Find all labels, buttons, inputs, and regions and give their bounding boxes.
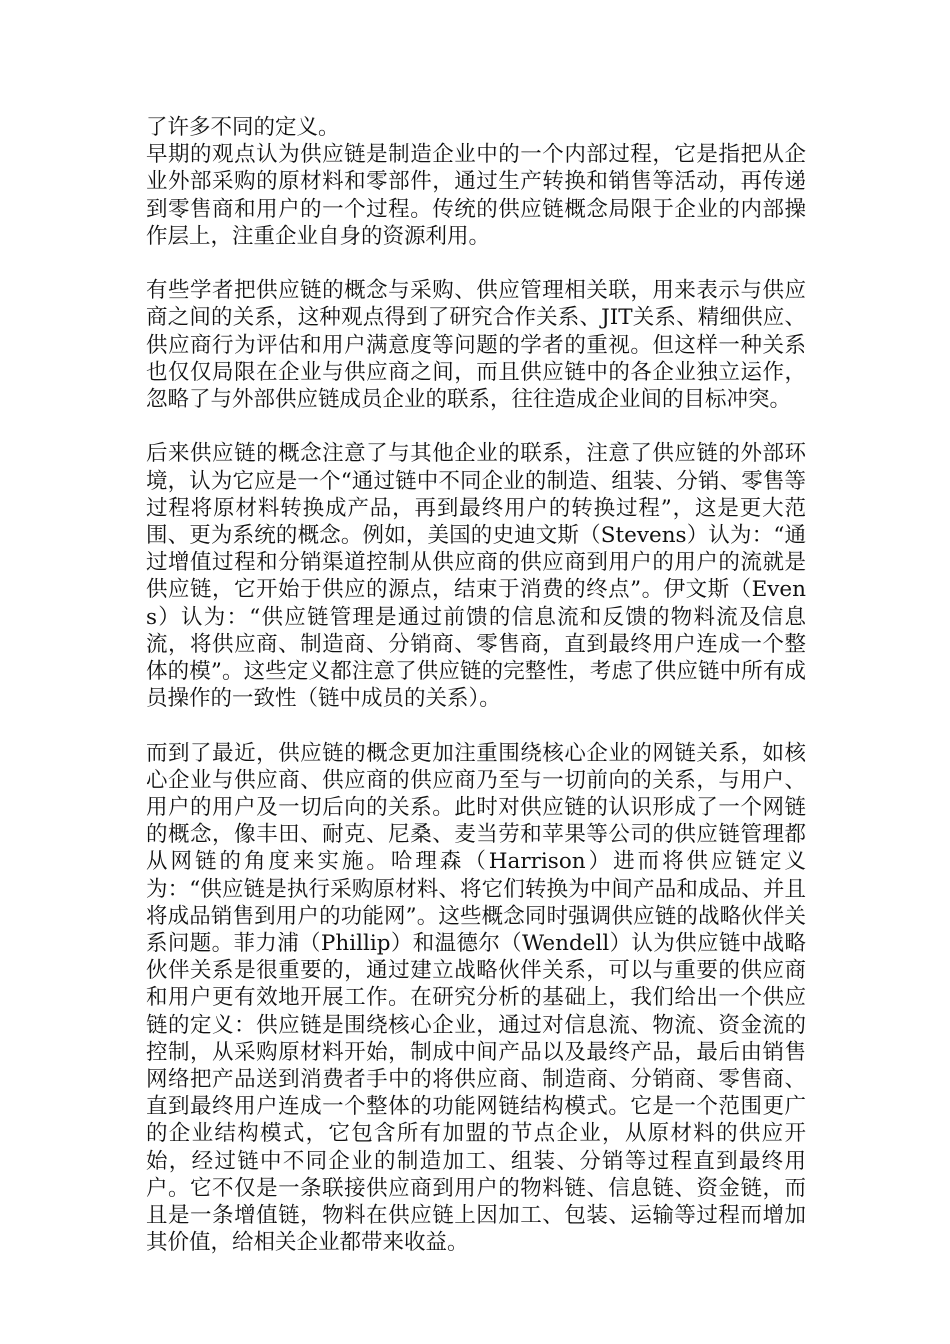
paragraph-spacer — [146, 712, 806, 739]
paragraph-later-view: 后来供应链的概念注意了与其他企业的联系，注意了供应链的外部环境，认为它应是一个“通过链中不同企业的制造、组装、分销、零售等过程将原材料转换成产品，再到最终用户的转换过程”，这是更大范围、更为系统的概念。例如，美国的史迪文斯（Stevens）认为：“通过增值过程和分销渠道控制从供应商的供应商到用户的用户的流就是供应链，它开始于供应的源点，结束于消费的终点”。伊文斯（Evens）认为：“供应链管理是通过前馈的信息流和反馈的物料流及信息流，将供应商、制造商、分销商、零售商，直到最终用户连成一个整体的模”。这些定义都注意了供应链的完整性，考虑了供应链中所有成员操作的一致性（链中成员的关系）。 — [146, 441, 806, 712]
paragraph-early-view: 早期的观点认为供应链是制造企业中的一个内部过程，它是指把从企业外部采购的原材料和零部件，通过生产转换和销售等活动，再传递到零售商和用户的一个过程。传统的供应链概念局限于企业的内部操作层上，注重企业自身的资源利用。 — [146, 142, 806, 249]
document-page — [146, 114, 806, 1256]
paragraph-spacer — [146, 250, 806, 277]
paragraph-recent-view: 而到了最近，供应链的概念更加注重围绕核心企业的网链关系，如核心企业与供应商、供应商的供应商乃至与一切前向的关系，与用户、用户的用户及一切后向的关系。此时对供应链的认识形成了一个网链的概念，像丰田、耐克、尼桑、麦当劳和苹果等公司的供应链管理都从网链的角度来实施。哈理森（Harrison）进而将供应链定义为：“供应链是执行采购原材料、将它们转换为中间产品和成品、并且将成品销售到用户的功能网”。这些概念同时强调供应链的战略伙伴关系问题。菲力浦（Phillip）和温德尔（Wendell）认为供应链中战略伙伴关系是很重要的，通过建立战略伙伴关系，可以与重要的供应商和用户更有效地开展工作。在研究分析的基础上，我们给出一个供应链的定义：供应链是围绕核心企业，通过对信息流、物流、资金流的控制，从采购原材料开始，制成中间产品以及最终产品，最后由销售网络把产品送到消费者手中的将供应商、制造商、分销商、零售商、直到最终用户连成一个整体的功能网链结构模式。它是一个范围更广的企业结构模式，它包含所有加盟的节点企业，从原材料的供应开始，经过链中不同企业的制造加工、组装、分销等过程直到最终用户。它不仅是一条联接供应商到用户的物料链、信息链、资金链，而且是一条增值链，物料在供应链上因加工、包装、运输等过程而增加其价值，给相关企业都带来收益。 — [146, 740, 806, 1256]
paragraph-procurement-view: 有些学者把供应链的概念与采购、供应管理相关联，用来表示与供应商之间的关系，这种观点得到了研究合作关系、JIT关系、精细供应、供应商行为评估和用户满意度等问题的学者的重视。但这样一种关系也仅仅局限在企业与供应商之间，而且供应链中的各企业独立运作，忽略了与外部供应链成员企业的联系，往往造成企业间的目标冲突。 — [146, 278, 806, 413]
paragraph-continuation: 了许多不同的定义。 — [146, 115, 340, 140]
paragraph-spacer — [146, 413, 806, 440]
